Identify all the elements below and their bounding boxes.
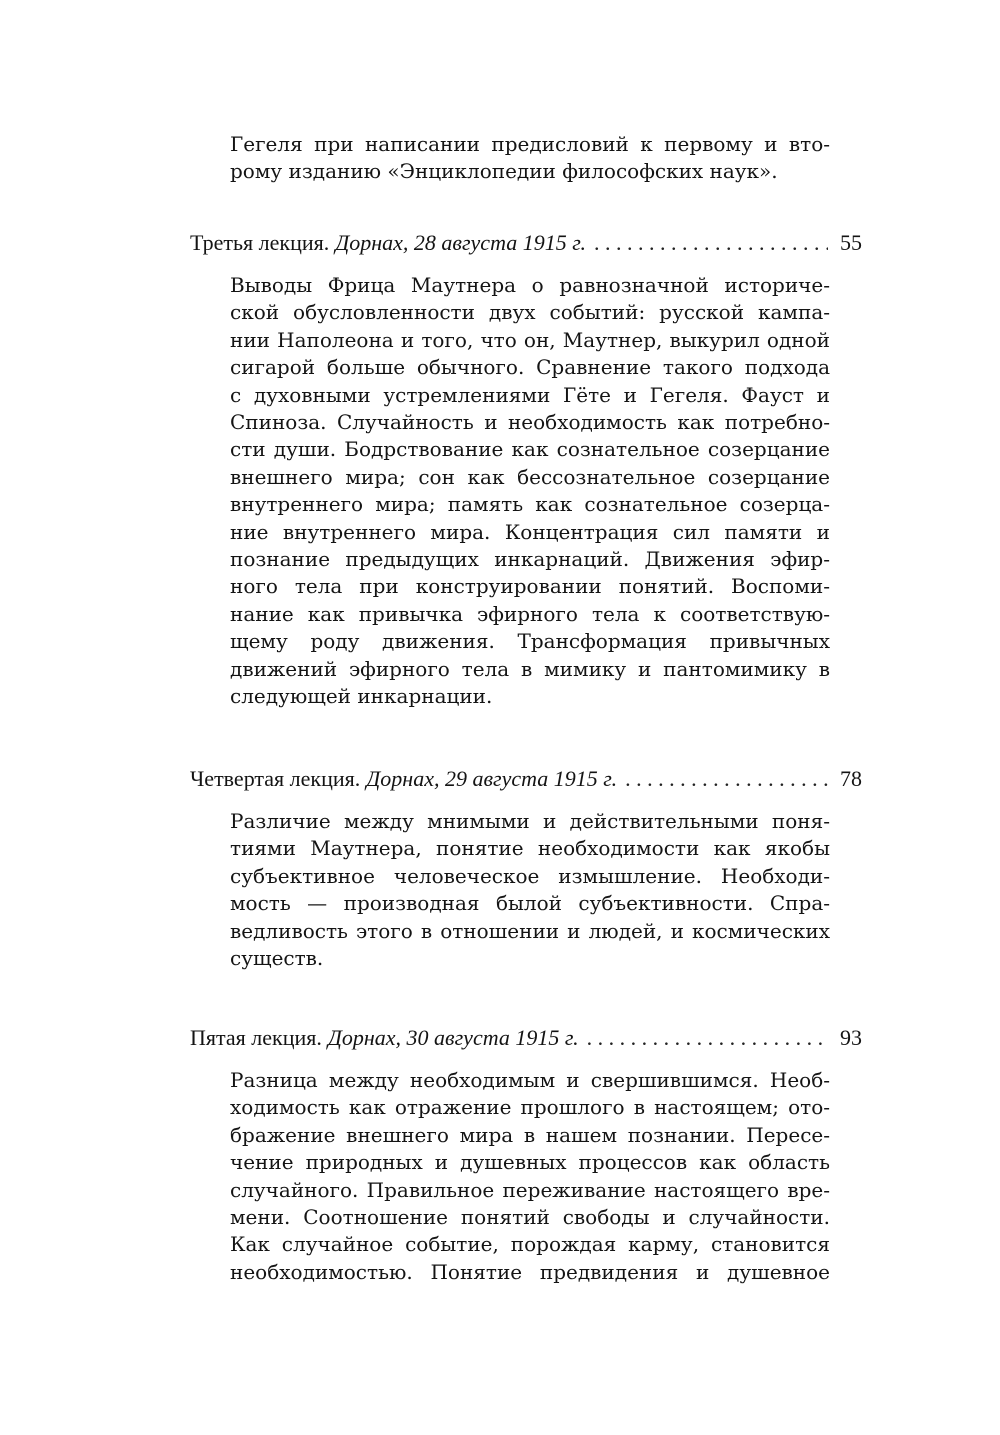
intro-summary [230, 131, 830, 186]
summary-line: ние внутреннего мира. Концентрация сил памяти и [230, 519, 830, 544]
entry-summary [230, 272, 830, 711]
summary-line: Различие между мнимыми и действительными поня- [230, 809, 830, 833]
summary-line: внутреннего мира; память как сознательное созерца- [230, 492, 830, 517]
toc-entry-third-lecture[interactable] [190, 230, 862, 256]
summary-line: Выводы Фрица Маутнера о равнозначной историче- [230, 273, 830, 297]
leader-dots [594, 230, 828, 256]
summary-line: Разница между необходимым и свершившимся. Необ- [230, 1068, 830, 1092]
entry-summary [230, 1067, 830, 1286]
entry-title: Четвертая лекция. [190, 766, 361, 791]
summary-line: внешнего мира; сон как бессознательное созерцание [230, 464, 830, 489]
summary-line: ного тела при конструировании понятий. Воспоми- [230, 574, 830, 599]
summary-line: движений эфирного тела в мимику и пантомимику в [230, 656, 830, 681]
summary-line: мость — производная былой субъективности. Спра- [230, 891, 830, 916]
entry-page-number: 93 [840, 1025, 862, 1050]
summary-line: субъективное человеческое измышление. Необходи- [230, 863, 830, 888]
entry-place-date: Дорнах, 28 августа 1915 г. [335, 230, 587, 255]
entry-page-number: 55 [840, 230, 862, 255]
summary-line: познание предыдущих инкарнаций. Движения эфир- [230, 547, 830, 572]
summary-line: сигарой больше обычного. Сравнение такого подхода [230, 355, 830, 380]
summary-line: Спиноза. Случайность и необходимость как потребно- [230, 410, 830, 435]
summary-line: необходимостью. Понятие предвидения и душевное [230, 1259, 830, 1284]
toc-entry-fifth-lecture[interactable] [190, 1025, 862, 1051]
leader-dots [587, 1025, 828, 1051]
summary-line: щему роду движения. Трансформация привычных [230, 629, 830, 654]
summary-line: тиями Маутнера, понятие необходимости как якобы [230, 836, 830, 861]
summary-line: ской обусловленности двух событий: русской кампа- [230, 300, 830, 325]
entry-title: Третья лекция. [190, 230, 330, 255]
entry-place-date: Дорнах, 30 августа 1915 г. [327, 1025, 579, 1050]
leader-dots [625, 766, 828, 792]
summary-line: нии Наполеона и того, что он, Маутнер, выкурил одной [230, 327, 830, 352]
entry-place-date: Дорнах, 29 августа 1915 г. [366, 766, 618, 791]
summary-line: Как случайное событие, порождая карму, становится [230, 1232, 830, 1257]
summary-line: случайного. Правильное переживание настоящего вре- [230, 1177, 830, 1202]
summary-line: бражение внешнего мира в нашем познании. Пересе- [230, 1122, 830, 1147]
summary-line: ходимость как отражение прошлого в настоящем; ото- [230, 1095, 830, 1120]
summary-line: существ. [230, 946, 324, 971]
summary-line: рому изданию «Энциклопедии философских наук». [230, 159, 778, 184]
summary-line: нание как привычка эфирного тела к соответствую- [230, 601, 830, 626]
summary-line: чение природных и душевных процессов как область [230, 1150, 830, 1175]
entry-title: Пятая лекция. [190, 1025, 322, 1050]
entry-page-number: 78 [840, 766, 862, 791]
summary-line: следующей инкарнации. [230, 684, 493, 709]
summary-line: ведливость этого в отношении и людей, и космических [230, 918, 830, 943]
toc-entry-fourth-lecture[interactable] [190, 766, 862, 792]
summary-line: Гегеля при написании предисловий к первому и вто- [230, 132, 830, 156]
summary-line: сти души. Бодрствование как сознательное созерцание [230, 437, 830, 462]
summary-line: с духовными устремлениями Гёте и Гегеля. Фауст и [230, 382, 830, 407]
summary-line: мени. Соотношение понятий свободы и случайности. [230, 1205, 830, 1230]
entry-summary [230, 808, 830, 972]
